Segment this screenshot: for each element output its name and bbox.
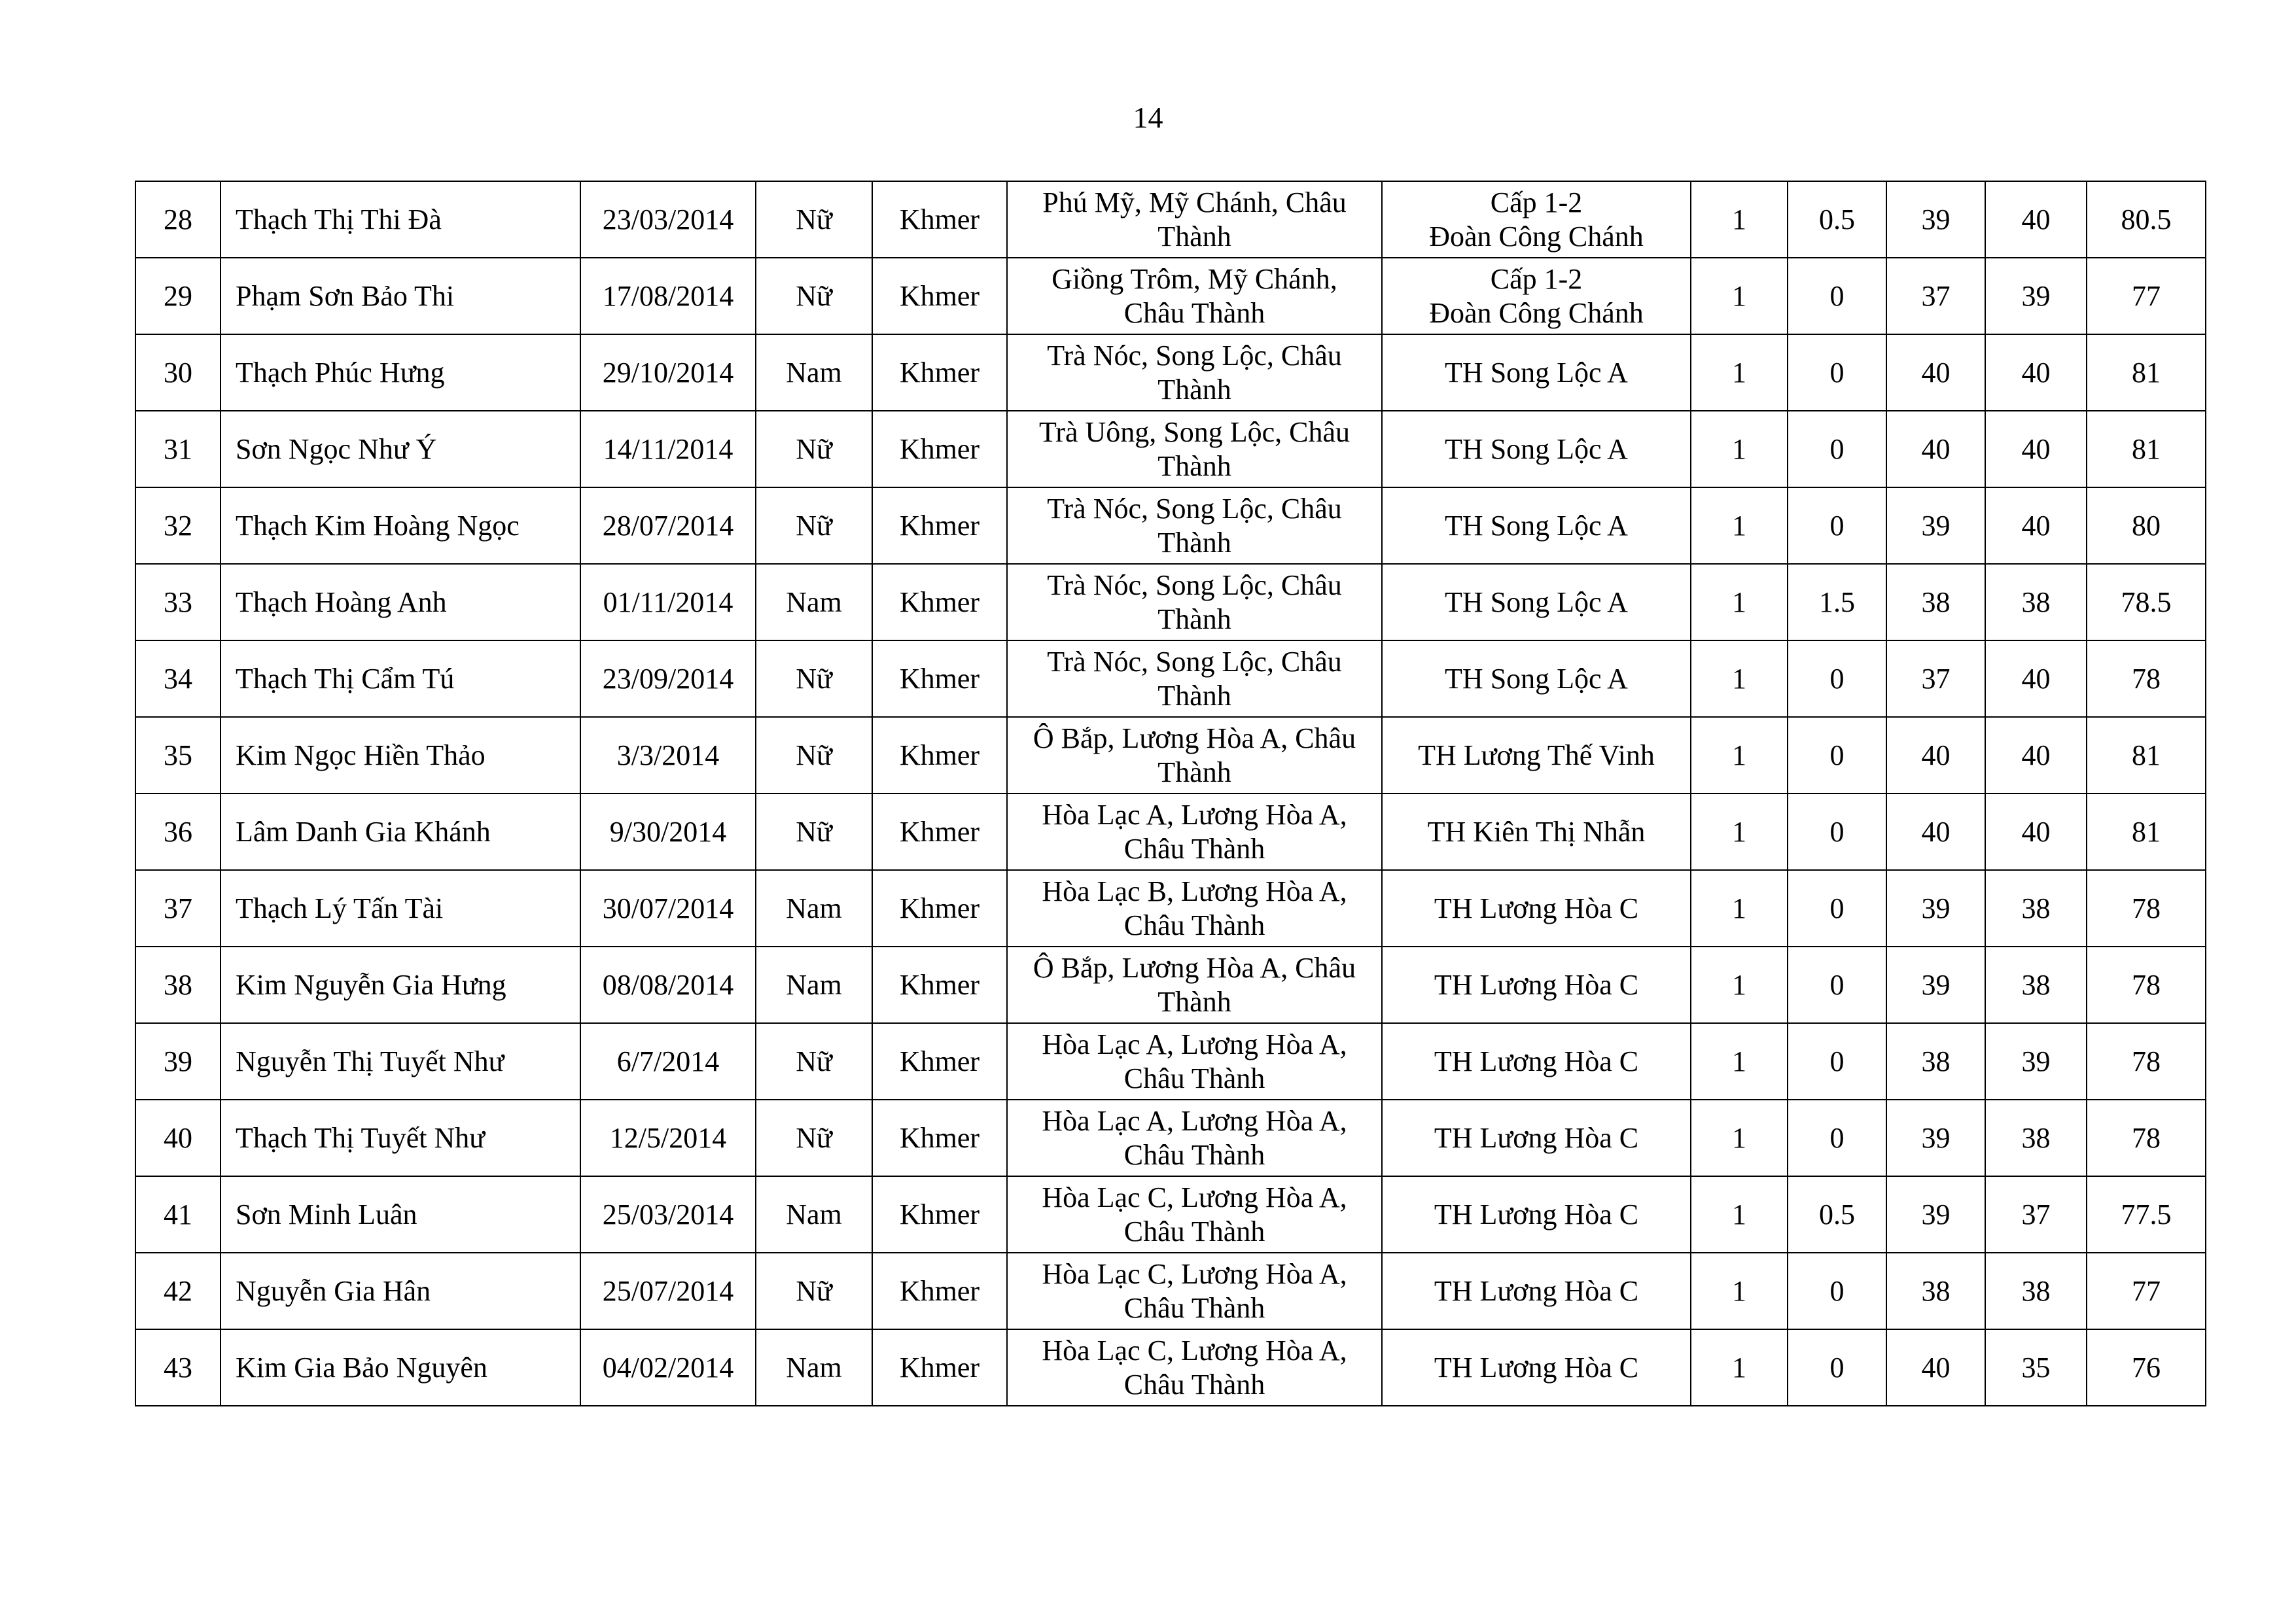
school-cell <box>1382 1023 1691 1100</box>
row-number-cell: 34 <box>135 640 221 717</box>
score-1-cell: 1 <box>1691 487 1788 564</box>
score-4-cell: 35 <box>1985 1329 2087 1406</box>
score-3-cell: 40 <box>1886 411 1985 487</box>
table-row <box>135 1100 2206 1176</box>
student-name-cell: Lâm Danh Gia Khánh <box>221 794 580 870</box>
score-3-cell: 38 <box>1886 564 1985 640</box>
table-row <box>135 258 2206 334</box>
address-line: Thành <box>1157 449 1231 482</box>
total-score-cell: 78 <box>2087 947 2206 1023</box>
row-number-cell: 38 <box>135 947 221 1023</box>
address-cell <box>1007 794 1382 870</box>
school-cell <box>1382 1329 1691 1406</box>
table-row <box>135 1023 2206 1100</box>
table-row <box>135 564 2206 640</box>
birth-date-cell: 04/02/2014 <box>580 1329 756 1406</box>
score-2-cell: 0 <box>1788 870 1886 947</box>
birth-date-cell: 23/03/2014 <box>580 181 756 258</box>
score-2-cell: 0 <box>1788 258 1886 334</box>
school-cell <box>1382 564 1691 640</box>
score-4-cell: 40 <box>1985 717 2087 794</box>
score-3-cell: 40 <box>1886 1329 1985 1406</box>
address-cell <box>1007 487 1382 564</box>
ethnicity-cell: Khmer <box>872 487 1007 564</box>
gender-cell: Nữ <box>756 181 872 258</box>
address-line: Thành <box>1157 985 1231 1018</box>
address-cell <box>1007 411 1382 487</box>
ethnicity-cell: Khmer <box>872 1329 1007 1406</box>
birth-date-cell: 9/30/2014 <box>580 794 756 870</box>
score-4-cell: 38 <box>1985 1100 2087 1176</box>
score-1-cell: 1 <box>1691 334 1788 411</box>
table-row <box>135 181 2206 258</box>
table-row <box>135 411 2206 487</box>
score-4-cell: 39 <box>1985 1023 2087 1100</box>
address-cell <box>1007 1176 1382 1253</box>
table-row <box>135 717 2206 794</box>
student-name-cell: Thạch Hoàng Anh <box>221 564 580 640</box>
student-name-cell: Thạch Thị Thi Đà <box>221 181 580 258</box>
total-score-cell: 78 <box>2087 1023 2206 1100</box>
score-2-cell: 0 <box>1788 640 1886 717</box>
student-name-cell: Thạch Thị Tuyết Như <box>221 1100 580 1176</box>
total-score-cell: 77.5 <box>2087 1176 2206 1253</box>
total-score-cell: 78 <box>2087 1100 2206 1176</box>
ethnicity-cell: Khmer <box>872 564 1007 640</box>
birth-date-cell: 25/03/2014 <box>580 1176 756 1253</box>
score-2-cell: 0 <box>1788 487 1886 564</box>
score-3-cell: 39 <box>1886 947 1985 1023</box>
score-2-cell: 0 <box>1788 334 1886 411</box>
address-line: Trà Nóc, Song Lộc, Châu <box>1047 339 1342 372</box>
total-score-cell: 81 <box>2087 411 2206 487</box>
school-cell <box>1382 258 1691 334</box>
address-line: Phú Mỹ, Mỹ Chánh, Châu <box>1042 186 1347 218</box>
ethnicity-cell: Khmer <box>872 1023 1007 1100</box>
student-name-cell: Nguyễn Thị Tuyết Như <box>221 1023 580 1100</box>
address-cell <box>1007 1253 1382 1329</box>
birth-date-cell: 14/11/2014 <box>580 411 756 487</box>
school-cell <box>1382 717 1691 794</box>
school-cell <box>1382 1253 1691 1329</box>
total-score-cell: 76 <box>2087 1329 2206 1406</box>
gender-cell: Nam <box>756 870 872 947</box>
address-line: Ô Bắp, Lương Hòa A, Châu <box>1033 722 1356 754</box>
score-4-cell: 40 <box>1985 794 2087 870</box>
score-4-cell: 38 <box>1985 1253 2087 1329</box>
total-score-cell: 78 <box>2087 640 2206 717</box>
school-line: Cấp 1-2 <box>1490 186 1583 218</box>
score-2-cell: 0.5 <box>1788 1176 1886 1253</box>
score-3-cell: 38 <box>1886 1253 1985 1329</box>
address-line: Thành <box>1157 220 1231 253</box>
school-line: Cấp 1-2 <box>1490 262 1583 295</box>
row-number-cell: 30 <box>135 334 221 411</box>
birth-date-cell: 30/07/2014 <box>580 870 756 947</box>
school-line: TH Lương Hòa C <box>1434 1121 1639 1154</box>
ethnicity-cell: Khmer <box>872 258 1007 334</box>
score-4-cell: 38 <box>1985 947 2087 1023</box>
address-line: Trà Nóc, Song Lộc, Châu <box>1047 645 1342 678</box>
row-number-cell: 40 <box>135 1100 221 1176</box>
score-4-cell: 40 <box>1985 487 2087 564</box>
student-name-cell: Nguyễn Gia Hân <box>221 1253 580 1329</box>
score-3-cell: 40 <box>1886 717 1985 794</box>
score-1-cell: 1 <box>1691 1100 1788 1176</box>
birth-date-cell: 6/7/2014 <box>580 1023 756 1100</box>
row-number-cell: 32 <box>135 487 221 564</box>
score-2-cell: 0 <box>1788 717 1886 794</box>
score-1-cell: 1 <box>1691 564 1788 640</box>
address-line: Thành <box>1157 526 1231 559</box>
address-cell <box>1007 1329 1382 1406</box>
student-name-cell: Thạch Kim Hoàng Ngọc <box>221 487 580 564</box>
address-line: Thành <box>1157 679 1231 712</box>
school-cell <box>1382 1100 1691 1176</box>
gender-cell: Nữ <box>756 794 872 870</box>
gender-cell: Nam <box>756 564 872 640</box>
score-3-cell: 37 <box>1886 258 1985 334</box>
total-score-cell: 81 <box>2087 334 2206 411</box>
gender-cell: Nữ <box>756 1100 872 1176</box>
address-cell <box>1007 564 1382 640</box>
school-cell <box>1382 487 1691 564</box>
birth-date-cell: 25/07/2014 <box>580 1253 756 1329</box>
address-line: Hòa Lạc C, Lương Hòa A, <box>1042 1181 1347 1213</box>
school-cell <box>1382 947 1691 1023</box>
address-line: Trà Nóc, Song Lộc, Châu <box>1047 568 1342 601</box>
address-line: Giồng Trôm, Mỹ Chánh, <box>1051 262 1337 295</box>
address-cell <box>1007 870 1382 947</box>
score-1-cell: 1 <box>1691 1023 1788 1100</box>
total-score-cell: 81 <box>2087 794 2206 870</box>
address-line: Hòa Lạc A, Lương Hòa A, <box>1042 798 1347 831</box>
gender-cell: Nam <box>756 1329 872 1406</box>
student-name-cell: Kim Gia Bảo Nguyên <box>221 1329 580 1406</box>
score-4-cell: 40 <box>1985 181 2087 258</box>
school-line: TH Lương Hòa C <box>1434 1198 1639 1230</box>
score-2-cell: 0 <box>1788 947 1886 1023</box>
score-1-cell: 1 <box>1691 947 1788 1023</box>
gender-cell: Nữ <box>756 411 872 487</box>
address-line: Châu Thành <box>1123 1215 1265 1248</box>
score-1-cell: 1 <box>1691 411 1788 487</box>
score-1-cell: 1 <box>1691 1176 1788 1253</box>
address-cell <box>1007 947 1382 1023</box>
row-number-cell: 28 <box>135 181 221 258</box>
school-cell <box>1382 411 1691 487</box>
score-3-cell: 37 <box>1886 640 1985 717</box>
school-line: TH Song Lộc A <box>1445 432 1628 465</box>
birth-date-cell: 08/08/2014 <box>580 947 756 1023</box>
score-1-cell: 1 <box>1691 640 1788 717</box>
score-1-cell: 1 <box>1691 794 1788 870</box>
row-number-cell: 37 <box>135 870 221 947</box>
ethnicity-cell: Khmer <box>872 1100 1007 1176</box>
score-2-cell: 0 <box>1788 794 1886 870</box>
row-number-cell: 42 <box>135 1253 221 1329</box>
ethnicity-cell: Khmer <box>872 181 1007 258</box>
school-line: Đoàn Công Chánh <box>1429 296 1644 329</box>
address-cell <box>1007 258 1382 334</box>
student-name-cell: Kim Ngọc Hiền Thảo <box>221 717 580 794</box>
score-3-cell: 39 <box>1886 1176 1985 1253</box>
ethnicity-cell: Khmer <box>872 870 1007 947</box>
school-line: TH Kiên Thị Nhẫn <box>1427 815 1646 848</box>
school-line: TH Song Lộc A <box>1445 585 1628 618</box>
score-1-cell: 1 <box>1691 870 1788 947</box>
address-line: Thành <box>1157 373 1231 406</box>
school-line: TH Lương Hòa C <box>1434 1351 1639 1384</box>
school-line: TH Lương Thế Vinh <box>1418 739 1655 771</box>
address-line: Châu Thành <box>1123 1291 1265 1324</box>
address-line: Hòa Lạc A, Lương Hòa A, <box>1042 1028 1347 1060</box>
gender-cell: Nữ <box>756 1253 872 1329</box>
address-line: Hòa Lạc B, Lương Hòa A, <box>1042 875 1347 907</box>
score-2-cell: 0.5 <box>1788 181 1886 258</box>
score-4-cell: 37 <box>1985 1176 2087 1253</box>
student-name-cell: Sơn Minh Luân <box>221 1176 580 1253</box>
score-2-cell: 0 <box>1788 1329 1886 1406</box>
address-line: Thành <box>1157 756 1231 788</box>
school-cell <box>1382 794 1691 870</box>
address-cell <box>1007 1023 1382 1100</box>
school-cell <box>1382 1176 1691 1253</box>
gender-cell: Nam <box>756 947 872 1023</box>
score-3-cell: 40 <box>1886 794 1985 870</box>
row-number-cell: 35 <box>135 717 221 794</box>
score-3-cell: 38 <box>1886 1023 1985 1100</box>
total-score-cell: 78.5 <box>2087 564 2206 640</box>
score-1-cell: 1 <box>1691 1253 1788 1329</box>
gender-cell: Nam <box>756 334 872 411</box>
address-line: Châu Thành <box>1123 832 1265 865</box>
row-number-cell: 39 <box>135 1023 221 1100</box>
total-score-cell: 77 <box>2087 1253 2206 1329</box>
school-cell <box>1382 870 1691 947</box>
address-line: Châu Thành <box>1123 909 1265 941</box>
gender-cell: Nữ <box>756 1023 872 1100</box>
score-4-cell: 38 <box>1985 870 2087 947</box>
school-line: TH Lương Hòa C <box>1434 1045 1639 1077</box>
row-number-cell: 36 <box>135 794 221 870</box>
score-3-cell: 39 <box>1886 181 1985 258</box>
table-row <box>135 1329 2206 1406</box>
school-line: TH Song Lộc A <box>1445 509 1628 542</box>
total-score-cell: 77 <box>2087 258 2206 334</box>
address-line: Hòa Lạc C, Lương Hòa A, <box>1042 1334 1347 1367</box>
address-line: Trà Uông, Song Lộc, Châu <box>1038 415 1351 448</box>
address-cell <box>1007 334 1382 411</box>
score-3-cell: 39 <box>1886 487 1985 564</box>
score-2-cell: 0 <box>1788 1253 1886 1329</box>
school-line: TH Lương Hòa C <box>1434 1274 1639 1307</box>
address-line: Trà Nóc, Song Lộc, Châu <box>1047 492 1342 525</box>
ethnicity-cell: Khmer <box>872 334 1007 411</box>
row-number-cell: 41 <box>135 1176 221 1253</box>
address-line: Thành <box>1157 602 1231 635</box>
score-1-cell: 1 <box>1691 258 1788 334</box>
ethnicity-cell: Khmer <box>872 794 1007 870</box>
score-1-cell: 1 <box>1691 1329 1788 1406</box>
birth-date-cell: 01/11/2014 <box>580 564 756 640</box>
table-body <box>135 181 2206 1406</box>
birth-date-cell: 23/09/2014 <box>580 640 756 717</box>
table-row <box>135 947 2206 1023</box>
score-3-cell: 39 <box>1886 1100 1985 1176</box>
address-line: Châu Thành <box>1123 1138 1265 1171</box>
birth-date-cell: 17/08/2014 <box>580 258 756 334</box>
ethnicity-cell: Khmer <box>872 947 1007 1023</box>
ethnicity-cell: Khmer <box>872 411 1007 487</box>
address-cell <box>1007 181 1382 258</box>
birth-date-cell: 29/10/2014 <box>580 334 756 411</box>
student-name-cell: Thạch Thị Cẩm Tú <box>221 640 580 717</box>
score-4-cell: 40 <box>1985 411 2087 487</box>
score-1-cell: 1 <box>1691 717 1788 794</box>
student-name-cell: Phạm Sơn Bảo Thi <box>221 258 580 334</box>
total-score-cell: 80.5 <box>2087 181 2206 258</box>
score-2-cell: 0 <box>1788 411 1886 487</box>
birth-date-cell: 12/5/2014 <box>580 1100 756 1176</box>
ethnicity-cell: Khmer <box>872 717 1007 794</box>
page-number: 14 <box>1133 101 1163 134</box>
gender-cell: Nữ <box>756 640 872 717</box>
address-line: Châu Thành <box>1123 296 1265 329</box>
row-number-cell: 43 <box>135 1329 221 1406</box>
total-score-cell: 80 <box>2087 487 2206 564</box>
school-cell <box>1382 640 1691 717</box>
address-line: Hòa Lạc C, Lương Hòa A, <box>1042 1257 1347 1290</box>
total-score-cell: 78 <box>2087 870 2206 947</box>
score-2-cell: 0 <box>1788 1023 1886 1100</box>
gender-cell: Nữ <box>756 487 872 564</box>
school-line: TH Song Lộc A <box>1445 662 1628 695</box>
birth-date-cell: 28/07/2014 <box>580 487 756 564</box>
birth-date-cell: 3/3/2014 <box>580 717 756 794</box>
address-line: Châu Thành <box>1123 1062 1265 1094</box>
gender-cell: Nữ <box>756 258 872 334</box>
student-name-cell: Sơn Ngọc Như Ý <box>221 411 580 487</box>
score-3-cell: 39 <box>1886 870 1985 947</box>
school-line: TH Lương Hòa C <box>1434 968 1639 1001</box>
school-line: Đoàn Công Chánh <box>1429 220 1644 253</box>
score-3-cell: 40 <box>1886 334 1985 411</box>
address-line: Hòa Lạc A, Lương Hòa A, <box>1042 1104 1347 1137</box>
table-row <box>135 640 2206 717</box>
table-row <box>135 487 2206 564</box>
table-row <box>135 1176 2206 1253</box>
score-4-cell: 40 <box>1985 334 2087 411</box>
score-4-cell: 38 <box>1985 564 2087 640</box>
gender-cell: Nữ <box>756 717 872 794</box>
total-score-cell: 81 <box>2087 717 2206 794</box>
score-4-cell: 40 <box>1985 640 2087 717</box>
ethnicity-cell: Khmer <box>872 1176 1007 1253</box>
address-cell <box>1007 717 1382 794</box>
row-number-cell: 33 <box>135 564 221 640</box>
table-row <box>135 1253 2206 1329</box>
school-line: TH Song Lộc A <box>1445 356 1628 389</box>
table-row <box>135 870 2206 947</box>
student-table <box>135 181 2206 1406</box>
row-number-cell: 29 <box>135 258 221 334</box>
ethnicity-cell: Khmer <box>872 1253 1007 1329</box>
score-1-cell: 1 <box>1691 181 1788 258</box>
school-line: TH Lương Hòa C <box>1434 892 1639 924</box>
score-2-cell: 0 <box>1788 1100 1886 1176</box>
gender-cell: Nam <box>756 1176 872 1253</box>
student-name-cell: Thạch Phúc Hưng <box>221 334 580 411</box>
address-line: Ô Bắp, Lương Hòa A, Châu <box>1033 951 1356 984</box>
student-name-cell: Kim Nguyễn Gia Hưng <box>221 947 580 1023</box>
score-4-cell: 39 <box>1985 258 2087 334</box>
address-cell <box>1007 640 1382 717</box>
ethnicity-cell: Khmer <box>872 640 1007 717</box>
table-row <box>135 334 2206 411</box>
school-cell <box>1382 181 1691 258</box>
address-line: Châu Thành <box>1123 1368 1265 1401</box>
student-name-cell: Thạch Lý Tấn Tài <box>221 870 580 947</box>
row-number-cell: 31 <box>135 411 221 487</box>
school-cell <box>1382 334 1691 411</box>
address-cell <box>1007 1100 1382 1176</box>
table-row <box>135 794 2206 870</box>
score-2-cell: 1.5 <box>1788 564 1886 640</box>
